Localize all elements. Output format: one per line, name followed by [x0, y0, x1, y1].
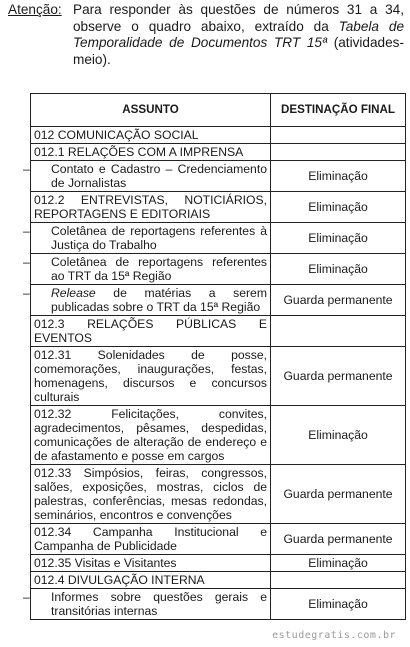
- header-destinacao: DESTINAÇÃO FINAL: [271, 94, 406, 127]
- cell-destinacao: Eliminação: [271, 254, 406, 285]
- cell-destinacao: Eliminação: [271, 406, 406, 465]
- cell-assunto: – Coletânea de reportagens referentes ao TRT da 15ª Região: [31, 254, 271, 285]
- cell-assunto: 012 COMUNICAÇÃO SOCIAL: [31, 127, 271, 144]
- dash-marker: –: [23, 162, 30, 176]
- cell-assunto: 012.32 Felicitações, convites, agradecimentos, pêsames, despedidas, comunicações de alteração de endereço e de afastamento e posse em cargos: [31, 406, 271, 465]
- cell-destinacao: Guarda permanente: [271, 524, 406, 555]
- cell-assunto: – Contato e Cadastro – Credenciamento de Jornalistas: [31, 161, 271, 192]
- dash-marker: –: [23, 224, 30, 238]
- cell-assunto: 012.34 Campanha Institucional e Campanha de Publicidade: [31, 524, 271, 555]
- table-header-row: [31, 94, 406, 127]
- cell-destinacao: [271, 572, 406, 589]
- cell-assunto: 012.2 ENTREVISTAS, NOTICIÁRIOS, REPORTAGENS E EDITORIAIS: [31, 192, 271, 223]
- cell-assunto: 012.35 Visitas e Visitantes: [31, 555, 271, 572]
- cell-assunto: – Release de matérias a serem publicadas sobre o TRT da 15ª Região: [31, 285, 271, 316]
- table-row: [31, 254, 406, 285]
- cell-destinacao: Eliminação: [271, 223, 406, 254]
- intro-text-b: (atividades-meio).: [73, 35, 404, 67]
- cell-destinacao: Guarda permanente: [271, 285, 406, 316]
- cell-destinacao: [271, 316, 406, 347]
- cell-destinacao: Eliminação: [271, 192, 406, 223]
- temporality-table: [23, 93, 406, 620]
- table-row: [31, 465, 406, 524]
- intro-text-a: Para responder às questões de números 31 a 34, observe o quadro abaixo, extraído da: [73, 2, 404, 34]
- table-row: [31, 572, 406, 589]
- cell-assunto: – Coletânea de reportagens referentes à Justiça do Trabalho: [31, 223, 271, 254]
- cell-assunto: – Informes sobre questões gerais e transitórias internas: [31, 589, 271, 620]
- table-row: [31, 192, 406, 223]
- table-row: [31, 316, 406, 347]
- table-row: [31, 524, 406, 555]
- table-row: [31, 347, 406, 406]
- table-row: [31, 144, 406, 161]
- attention-label: Atenção:: [8, 2, 62, 17]
- cell-destinacao: Eliminação: [271, 161, 406, 192]
- dash-marker: –: [23, 590, 30, 604]
- dash-marker: –: [23, 286, 30, 300]
- cell-destinacao: Eliminação: [271, 589, 406, 620]
- cell-assunto: 012.3 RELAÇÕES PÚBLICAS E EVENTOS: [31, 316, 271, 347]
- intro-text-italic: Tabela de Temporalidade de Documentos TRT 15ª: [73, 18, 404, 50]
- table-row: [31, 223, 406, 254]
- cell-assunto: 012.4 DIVULGAÇÃO INTERNA: [31, 572, 271, 589]
- cell-assunto: 012.1 RELAÇÕES COM A IMPRENSA: [31, 144, 271, 161]
- table-row: [31, 589, 406, 620]
- cell-destinacao: Guarda permanente: [271, 347, 406, 406]
- intro-paragraph: [8, 2, 404, 68]
- cell-destinacao: [271, 127, 406, 144]
- dash-marker: –: [23, 255, 30, 269]
- table-row: [31, 555, 406, 572]
- cell-destinacao: Eliminação: [271, 555, 406, 572]
- table-row: [31, 285, 406, 316]
- table-row: [31, 127, 406, 144]
- cell-assunto: 012.33 Simpósios, feiras, congressos, salões, exposições, mostras, ciclos de palestras, conferências, mesas redondas, seminários, encontros e convenções: [31, 465, 271, 524]
- table-row: [31, 406, 406, 465]
- cell-destinacao: [271, 144, 406, 161]
- site-watermark: estudegratis.com.br: [272, 630, 396, 641]
- cell-destinacao: Guarda permanente: [271, 465, 406, 524]
- intro-text: [73, 2, 404, 68]
- table-row: [31, 161, 406, 192]
- header-assunto: ASSUNTO: [31, 94, 271, 127]
- release-italic: Release: [51, 286, 96, 300]
- cell-assunto: 012.31 Solenidades de posse, comemorações, inaugurações, festas, homenagens, discursos e concursos culturais: [31, 347, 271, 406]
